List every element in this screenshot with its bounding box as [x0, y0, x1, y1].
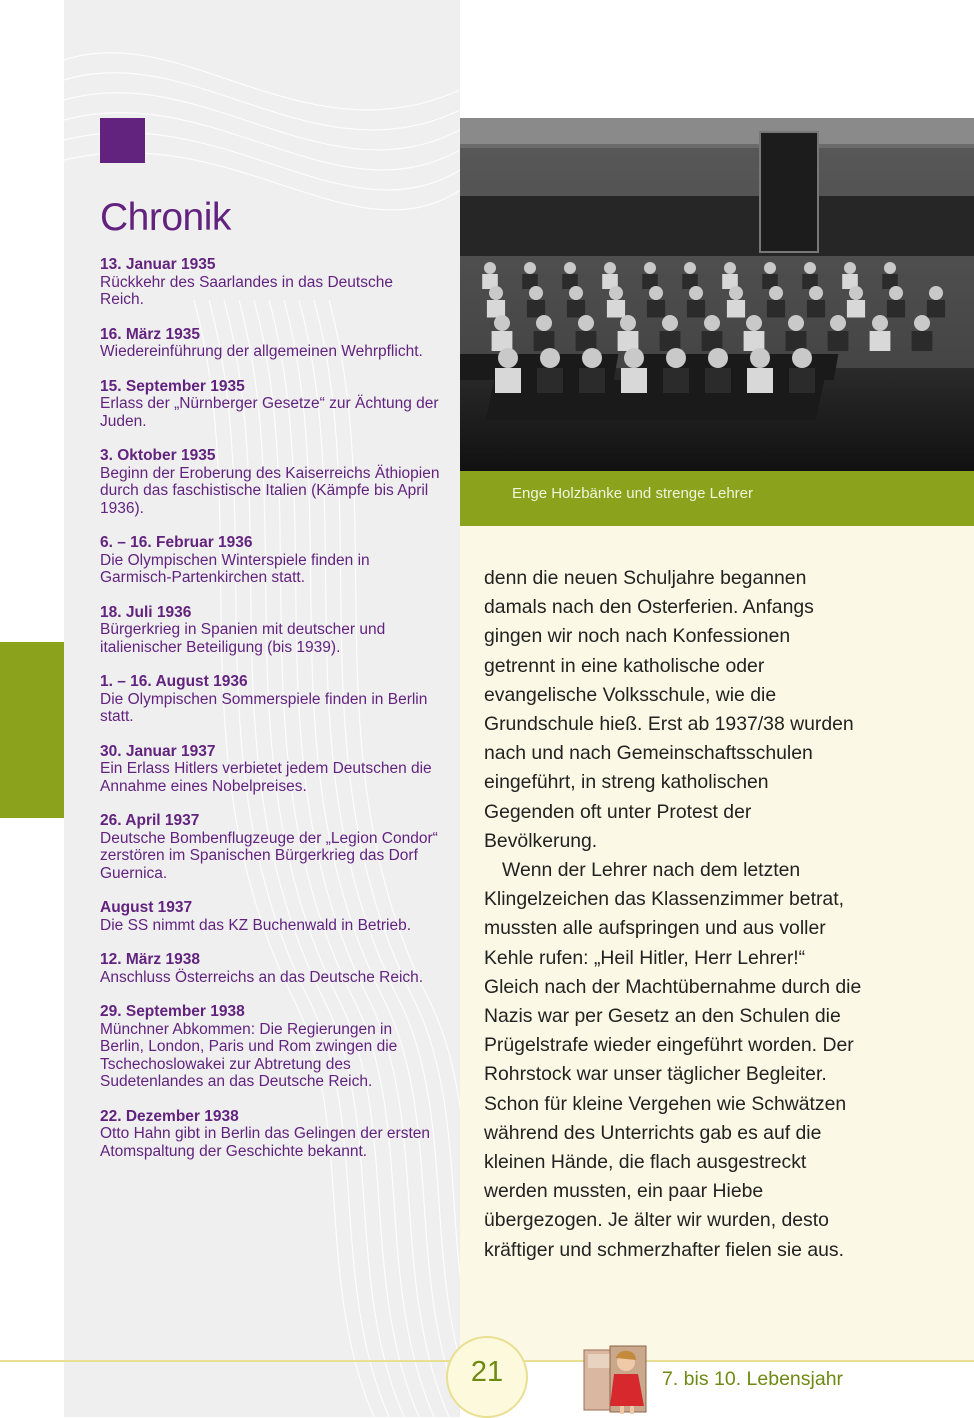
chronik-entry-text: Otto Hahn gibt in Berlin das Gelingen der ersten Atomspaltung der Geschichte bekannt. — [100, 1125, 430, 1160]
body-text — [484, 564, 864, 1265]
chronik-entry-date: 6. – 16. Februar 1936 — [100, 534, 253, 551]
classroom-photo — [460, 118, 974, 471]
chronik-entry-text: Anschluss Österreichs an das Deutsche Reich. — [100, 968, 424, 986]
chronik-entry-date: 16. März 1935 — [100, 325, 200, 343]
chronik-entry — [100, 326, 440, 361]
chronik-entry-date: 3. Oktober 1935 — [100, 447, 216, 464]
chronik-entry — [100, 378, 440, 431]
chronik-list — [100, 256, 440, 1177]
chronik-entry — [100, 447, 440, 517]
chronik-entry-text: Erlass der „Nürnberger Gesetze“ zur Ächtung der Juden. — [100, 395, 439, 430]
chronik-entry — [100, 899, 440, 934]
age-range-label: 7. bis 10. Lebensjahr — [662, 1368, 844, 1390]
body-paragraph: Wenn der Lehrer nach dem letzten Klingelzeichen das Klassenzimmer betrat, mussten alle aufspringen und aus voller Kehle rufen: „Heil Hitler, Herr Lehrer!“ Gleich nach der Machtübernahme durch die Nazis war per Gesetz an den Schulen die Prügelstrafe wieder eingeführt worden. Der Rohrstock war unser täglicher Begleiter. Schon für kleine Vergehen wie Schwätzen während des Unterrichts gab es auf die kleinen Hände, die flach ausgestreckt werden mussten, ein paar Hiebe übergezogen. Je älter wir wurden, desto kräftiger und schmerzhafter fielen sie aus. — [484, 859, 862, 1261]
chronik-entry — [100, 951, 440, 986]
chronik-entry — [100, 673, 440, 726]
photo-caption: Enge Holzbänke und strenge Lehrer — [512, 485, 753, 502]
chronik-entry-date: 15. September 1935 — [100, 377, 245, 395]
chronik-entry-date: 30. Januar 1937 — [100, 742, 216, 760]
chronik-entry-text: Münchner Abkommen: Die Regierungen in Berlin, London, Paris und Rom zwingen die Tschechoslowakei zur Abtretung des Sudetenlandes an das Deutsche Reich. — [100, 1020, 398, 1090]
chronik-entry-date: 18. Juli 1936 — [100, 603, 192, 621]
caption-bar — [460, 471, 974, 526]
chronik-entry — [100, 1108, 440, 1161]
chronik-entry-text: Bürgerkrieg in Spanien mit deutscher und italienischer Beteiligung (bis 1939). — [100, 621, 386, 656]
chronik-entry-text: Rückkehr des Saarlandes in das Deutsche Reich. — [100, 273, 393, 308]
chronik-entry-date: 26. April 1937 — [100, 812, 200, 829]
green-side-tab — [0, 642, 64, 818]
chronik-entry-text: Die Olympischen Sommerspiele finden in Berlin statt. — [100, 690, 428, 725]
classroom-photo-image — [460, 118, 974, 471]
chronik-entry-text: Ein Erlass Hitlers verbietet jedem Deutschen die Annahme eines Nobelpreises. — [100, 760, 432, 795]
chronik-entry — [100, 743, 440, 796]
chronik-entry-text: Beginn der Eroberung des Kaiserreichs Äthiopien durch das faschistische Italien (Kämpfe bis April 1936). — [100, 464, 440, 517]
chronik-entry-date: 1. – 16. August 1936 — [100, 673, 248, 690]
chronik-entry-text: Wiedereinführung der allgemeinen Wehrpflicht. — [100, 343, 423, 360]
chronik-entry-text: Die Olympischen Winterspiele finden in Garmisch-Partenkirchen statt. — [100, 551, 370, 586]
purple-marker — [100, 118, 145, 163]
chronik-entry-date: 12. März 1938 — [100, 951, 200, 968]
chronik-entry-date: 29. September 1938 — [100, 1003, 245, 1020]
chronik-entry-text: Die SS nimmt das KZ Buchenwald in Betrieb. — [100, 916, 411, 934]
chronik-entry-date: 13. Januar 1935 — [100, 256, 216, 273]
chronik-entry-text: Deutsche Bombenflugzeuge der „Legion Condor“ zerstören im Spanischen Bürgerkrieg das Dorf Guernica. — [100, 829, 438, 882]
doll-book-image — [580, 1340, 652, 1417]
chronik-entry-date: August 1937 — [100, 899, 193, 916]
chronik-entry — [100, 1003, 440, 1091]
chronik-entry — [100, 534, 440, 587]
body-paragraph: denn die neuen Schuljahre begannen damals nach den Osterferien. Anfangs gingen wir noch nach Konfessionen getrennt in eine katholische oder evangelische Volksschule, wie die Grundschule hieß. Erst ab 1937/38 wurden nach und nach Gemeinschaftsschulen eingeführt, in streng katholischen Gegenden oft unter Protest der Bevölkerung. — [484, 567, 854, 852]
chronik-entry — [100, 604, 440, 657]
chronik-entry-date: 22. Dezember 1938 — [100, 1107, 239, 1125]
chronik-entry — [100, 256, 440, 309]
chronik-title: Chronik — [100, 196, 231, 239]
chronik-entry — [100, 812, 440, 882]
page-number: 21 — [470, 1356, 504, 1388]
